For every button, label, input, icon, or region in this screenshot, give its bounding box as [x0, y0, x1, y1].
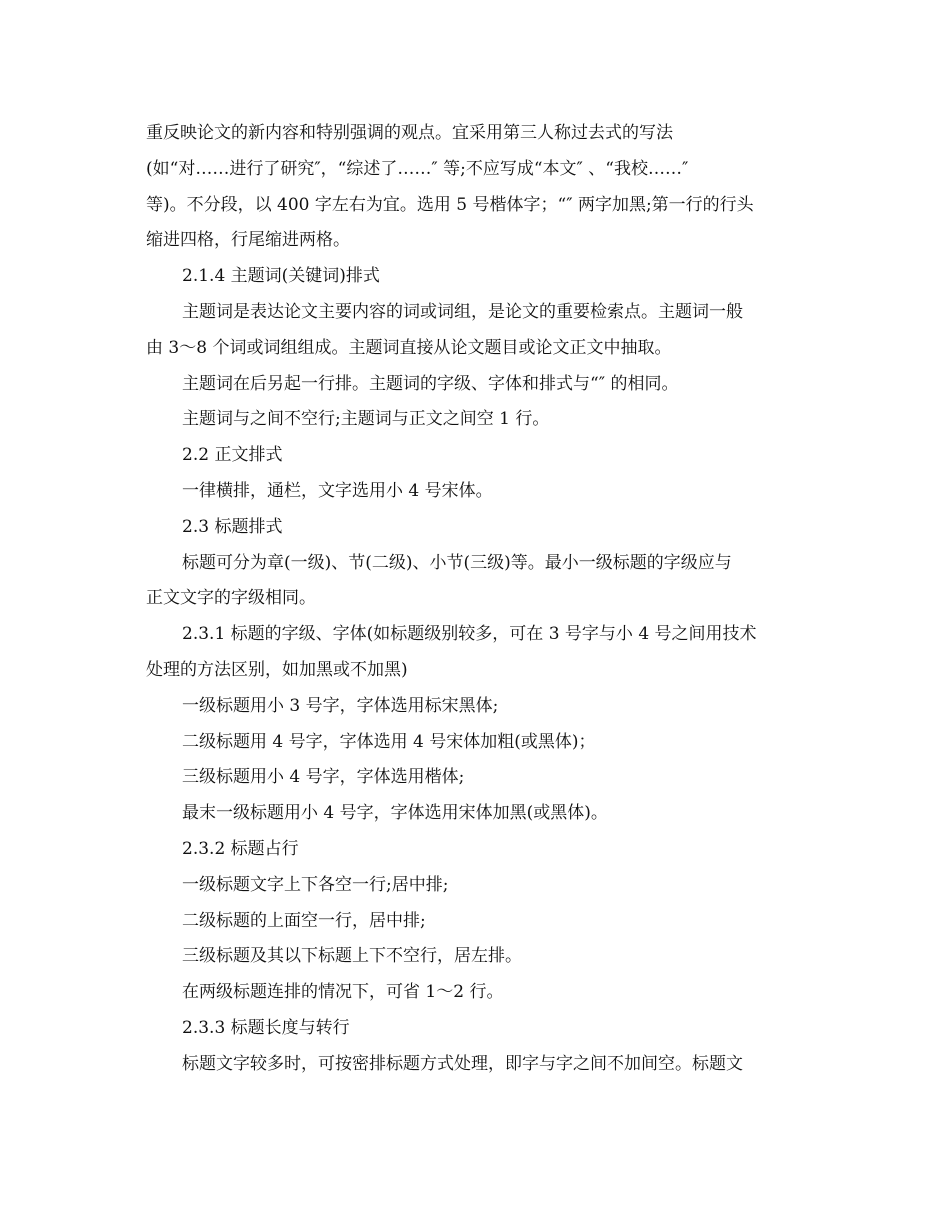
- paragraph-line: 三级标题及其以下标题上下不空行，居左排。: [182, 946, 522, 967]
- paragraph-line: 等)。不分段，以 400 字左右为宜。选用 5 号楷体字；“″ 两字加黑;第一行的行头: [146, 194, 754, 215]
- paragraph-line: 一级标题用小 3 号字，字体选用标宋黑体;: [182, 695, 499, 716]
- paragraph-line: 三级标题用小 4 号字，字体选用楷体;: [182, 767, 465, 788]
- paragraph-line: 标题文字较多时，可按密排标题方式处理，即字与字之间不加间空。标题文: [182, 1053, 743, 1074]
- paragraph-line: 重反映论文的新内容和特别强调的观点。宜采用第三人称过去式的写法: [146, 123, 673, 143]
- paragraph-line: 在两级标题连排的情况下，可省 1～2 行。: [182, 982, 504, 1003]
- section-heading: 2.3.3 标题长度与转行: [182, 1017, 350, 1038]
- paragraph-line: 二级标题的上面空一行，居中排;: [182, 910, 426, 931]
- paragraph-line: 主题词是表达论文主要内容的词或词组，是论文的重要检索点。主题词一般: [182, 301, 743, 322]
- section-heading: 2.3.1 标题的字级、字体(如标题级别较多，可在 3 号字与小 4 号之间用技术: [182, 624, 757, 645]
- paragraph-line: 最末一级标题用小 4 号字，字体选用宋体加黑(或黑体)。: [182, 803, 608, 824]
- paragraph-line: 正文文字的字级相同。: [146, 588, 316, 609]
- paragraph-line: 主题词与之间不空行;主题词与正文之间空 1 行。: [182, 409, 550, 430]
- paragraph-line: 一级标题文字上下各空一行;居中排;: [182, 874, 449, 895]
- paragraph-line: 标题可分为章(一级)、节(二级)、小节(三级)等。最小一级标题的字级应与: [182, 552, 732, 573]
- paragraph-line: 缩进四格，行尾缩进两格。: [146, 230, 350, 251]
- paragraph-line: 主题词在后另起一行排。主题词的字级、字体和排式与“″ 的相同。: [182, 373, 679, 394]
- paragraph-line: 二级标题用 4 号字，字体选用 4 号宋体加粗(或黑体)；: [182, 731, 596, 752]
- section-heading: 2.3 标题排式: [182, 516, 283, 537]
- section-heading: 2.2 正文排式: [182, 445, 283, 466]
- section-heading: 2.1.4 主题词(关键词)排式: [182, 266, 380, 287]
- paragraph-line: 由 3～8 个词或词组组成。主题词直接从论文题目或论文正文中抽取。: [146, 337, 672, 358]
- section-heading: 2.3.2 标题占行: [182, 838, 299, 859]
- document-body: [146, 116, 806, 1083]
- paragraph-line: 一律横排，通栏，文字选用小 4 号宋体。: [182, 480, 493, 501]
- paragraph-line: 处理的方法区别，如加黑或不加黑): [146, 659, 408, 680]
- paragraph-line: (如“对……进行了研究″，“综述了……″ 等;不应写成“本文″ 、“我校……″: [146, 158, 689, 179]
